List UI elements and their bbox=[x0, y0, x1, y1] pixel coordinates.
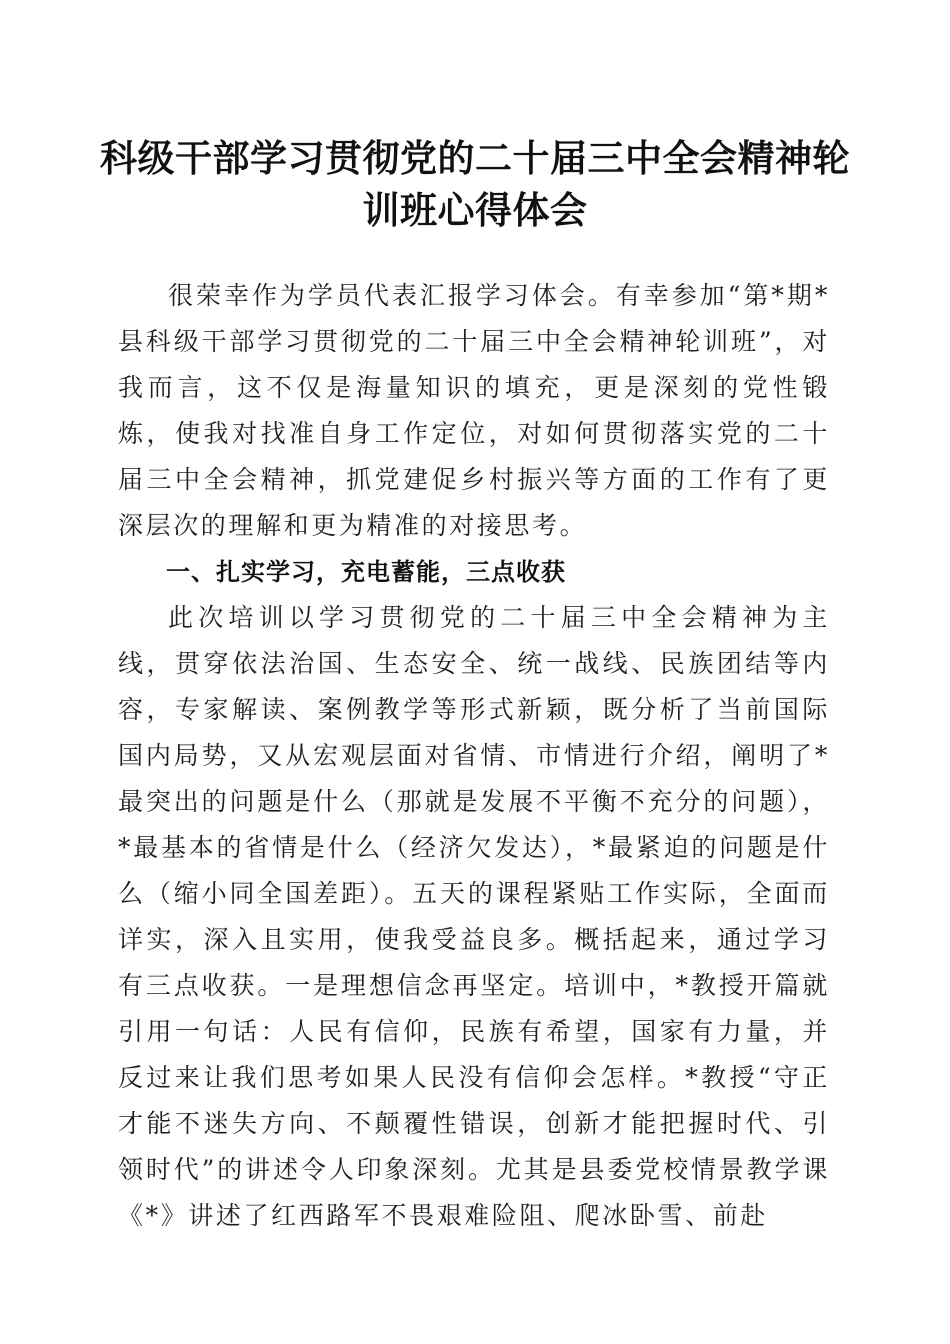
section-heading-1: 一、扎实学习，充电蓄能，三点收获 bbox=[166, 558, 566, 586]
section-1-paragraph: 此次培训以学习贯彻党的二十届三中全会精神为主线，贯穿依法治国、生态安全、统一战线、民族团结等内容，专家解读、案例教学等形式新颖，既分析了当前国际国内局势，又从宏观层面对省情、市情进行介绍，阐明了*最突出的问题是什么（那就是发展不平衡不充分的问题），*最基本的省情是什么（经济欠发达），*最紧迫的问题是什么（缩小同全国差距）。五天的课程紧贴工作实际，全面而详实，深入且实用，使我受益良多。概括起来，通过学习有三点收获。一是理想信念再坚定。培训中，*教授开篇就引用一句话：人民有信仰，民族有希望，国家有力量，并反过来让我们思考如果人民没有信仰会怎样。*教授“守正才能不迷失方向、不颠覆性错误，创新才能把握时代、引领时代”的讲述令人印象深刻。尤其是县委党校情景教学课《*》讲述了红西路军不畏艰难险阻、爬冰卧雪、前赴 bbox=[118, 603, 830, 1230]
title-line-1: 科级干部学习贯彻党的二十届三中全会精神轮 bbox=[100, 136, 850, 180]
title-line-2: 训班心得体会 bbox=[362, 188, 588, 232]
intro-paragraph: 很荣幸作为学员代表汇报学习体会。有幸参加“第*期*县科级干部学习贯彻党的二十届三中全会精神轮训班”，对我而言，这不仅是海量知识的填充，更是深刻的党性锻炼，使我对找准自身工作定位，对如何贯彻落实党的二十届三中全会精神，抓党建促乡村振兴等方面的工作有了更深层次的理解和更为精准的对接思考。 bbox=[118, 281, 830, 540]
document-body bbox=[118, 273, 830, 1239]
document-title bbox=[100, 132, 850, 236]
